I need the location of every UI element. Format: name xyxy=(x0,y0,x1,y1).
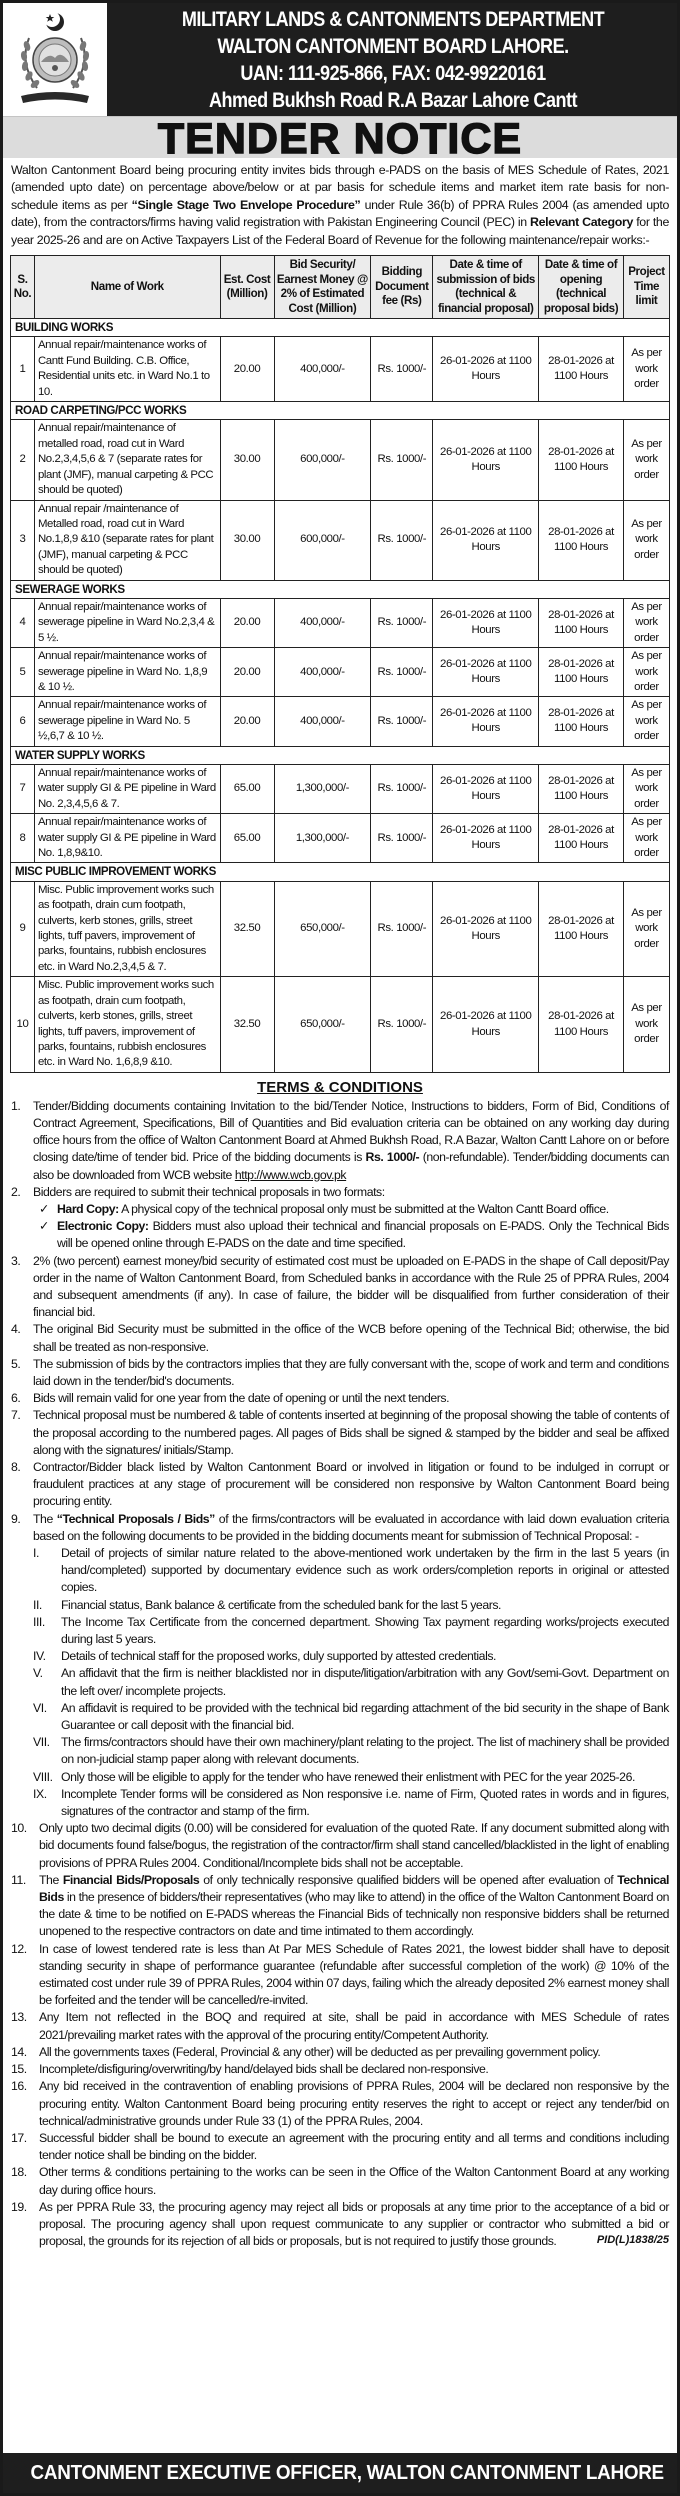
contact-numbers: UAN: 111-925-866, FAX: 042-99220161 xyxy=(240,61,546,85)
table-row xyxy=(11,420,670,500)
logo xyxy=(3,3,109,116)
cell-doc-fee: Rs. 1000/- xyxy=(371,648,433,697)
col-time-limit: Project Time limit xyxy=(623,256,669,319)
table-row xyxy=(11,500,670,580)
terms-heading: TERMS & CONDITIONS xyxy=(257,1078,423,1096)
cell-bid-security: 400,000/- xyxy=(274,697,371,746)
term-5 xyxy=(11,1356,669,1390)
department-name: MILITARY LANDS & CANTONMENTS DEPARTMENT xyxy=(181,7,605,31)
submission-formats-list xyxy=(33,1201,669,1253)
cell-bid-security: 650,000/- xyxy=(274,881,371,976)
term-number: 13. xyxy=(11,2010,27,2025)
cell-name: Annual repair/maintenance works of Cantt Fund Building. C.B. Office, Residential units etc. in Ward No.1 to 10. xyxy=(34,337,220,402)
cell-submission: 26-01-2026 at 1100 Hours xyxy=(433,881,539,976)
board-name: WALTON CANTONMENT BOARD LAHORE. xyxy=(217,34,569,58)
cell-est-cost: 20.00 xyxy=(220,697,274,746)
cell-doc-fee: Rs. 1000/- xyxy=(371,977,433,1072)
cell-est-cost: 32.50 xyxy=(220,881,274,976)
cell-opening: 28-01-2026 at 1100 Hours xyxy=(539,765,624,814)
intro-text: Walton Cantonment Board being procuring entity invites bids through e-PADS on the basis of MES Schedule of Rates, 2021 (amended upto date) on percentage above/below or at par basis for schedule items and market item rate basis for non-schedule items as per xyxy=(11,163,669,212)
term-number: 4. xyxy=(11,1322,21,1337)
cell-sno: 2 xyxy=(11,420,35,500)
section-row xyxy=(11,402,670,420)
evaluation-document-text: An affidavit is required to be provided with the technical bid regarding attachment of the bid security in the shape of Bank Guarantee or call deposit with the financial bid. xyxy=(61,1700,669,1733)
format-text: A physical copy of the technical proposal only must be submitted at the Walton Cantt Board office. xyxy=(118,1201,609,1216)
term-17 xyxy=(11,2130,669,2164)
col-doc-fee: Bidding Document fee (Rs) xyxy=(371,256,433,319)
roman-numeral: II. xyxy=(33,1597,42,1612)
evaluation-document-item xyxy=(33,1648,669,1665)
term-text: As per PPRA Rule 33, the procuring agency may reject all bids or proposals at any time prior to the acceptance of a bid or proposal. The procuring agency shall upon request communicate to any supplier or contractor who submitted a bid or proposal, the grounds for its rejection of all bids or proposals, but is not required to justify those grounds. xyxy=(39,2199,669,2249)
term-number: 14. xyxy=(11,2044,27,2059)
term-text-part: The xyxy=(33,1511,57,1526)
term-text-part: Bidders are required to submit their technical proposals in two formats: xyxy=(33,1184,385,1199)
cell-time-limit: As per work order xyxy=(623,814,669,863)
term-text: The submission of bids by the contractors implies that they are fully conversant with the, scope of work and term and conditions laid down in the tender/bid's documents. xyxy=(33,1356,669,1388)
term-text: Technical proposal must be numbered & table of contents inserted at beginning of the proposal showing the table of contents of the proposal according to the numbered pages. All pages of Bids shall be signed & stamped by the bidder and seal be affixed along with the signatures/ initials/Stamp. xyxy=(33,1408,669,1457)
term-text-part: Tender/Bidding documents containing Invitation to the bid/Tender Notice, Instructions to bidders, Form of Bid, Conditions of Contract Agreement, Specifications, Bill of Quantities and Bid evaluation criteria can be obtained on any working day during office hours from the office of Walton Cantonment Board at Ahmed Bukhsh Road, R.A Bazar, Walton Cantt Lahore on or before closing date/time of tender bid. Price of the bidding documents is xyxy=(33,1098,669,1165)
section-row xyxy=(11,863,670,881)
evaluation-document-text: Details of technical staff for the proposed works, duly supported by attested credentials. xyxy=(61,1649,497,1664)
col-sno: S. No. xyxy=(11,256,35,319)
evaluation-document-text: The firms/contractors should have their own machinery/plant relating to the project. The list of machinery shall be provided on non-judicial stamp paper along with relevant documents. xyxy=(61,1735,669,1767)
roman-numeral: V. xyxy=(33,1666,43,1681)
term-9 xyxy=(11,1511,669,1821)
checkmark-icon: ✓ xyxy=(39,1219,49,1234)
footer-signature-bar xyxy=(3,2453,677,2493)
term-12 xyxy=(11,1941,669,2010)
cell-bid-security: 400,000/- xyxy=(274,648,371,697)
section-title: BUILDING WORKS xyxy=(11,319,670,337)
wcb-website-link[interactable]: http://www.wcb.gov.pk xyxy=(234,1167,347,1182)
cell-est-cost: 20.00 xyxy=(220,598,274,647)
term-text xyxy=(33,1511,669,1821)
term-text xyxy=(33,1184,669,1253)
cell-est-cost: 20.00 xyxy=(220,337,274,402)
header xyxy=(3,3,677,116)
cell-doc-fee: Rs. 1000/- xyxy=(371,500,433,580)
evaluation-document-text: Only those will be eligible to apply for the tender who have renewed their enlistment with PEC for the year 2025-26. xyxy=(61,1769,635,1784)
term-4 xyxy=(11,1321,669,1355)
term-number: 15. xyxy=(11,2062,27,2077)
evaluation-document-item xyxy=(33,1786,669,1820)
table-row xyxy=(11,337,670,402)
cell-opening: 28-01-2026 at 1100 Hours xyxy=(539,881,624,976)
term-3 xyxy=(11,1253,669,1322)
term-text-part: The xyxy=(39,1872,63,1887)
roman-numeral: VII. xyxy=(33,1735,50,1750)
roman-numeral: I. xyxy=(33,1546,39,1560)
cell-sno: 3 xyxy=(11,500,35,580)
evaluation-document-item xyxy=(33,1734,669,1768)
address: Ahmed Bukhsh Road R.A Bazar Lahore Cantt xyxy=(208,88,578,112)
cell-doc-fee: Rs. 1000/- xyxy=(371,420,433,500)
hard-copy-item xyxy=(39,1201,669,1218)
term-7 xyxy=(11,1407,669,1459)
term-13 xyxy=(11,2009,669,2043)
intro-text: for the year 2025-26 and are on Active Taxpayers List of the Federal Board of Revenue for the following maintenance/repair works:- xyxy=(11,215,670,247)
term-number: 7. xyxy=(11,1408,21,1423)
roman-numeral: VIII. xyxy=(33,1769,53,1784)
roman-numeral: IX. xyxy=(33,1786,47,1801)
term-text-part: (non-refundable). Tender/bidding documents can also be downloaded from WCB website xyxy=(33,1150,669,1182)
evaluation-document-item xyxy=(33,1700,669,1734)
works-table-body xyxy=(11,319,670,1073)
term-18 xyxy=(11,2164,669,2198)
term-text: Incomplete/disfiguring/overwriting/by hand/delayed bids shall be declared non-responsive. xyxy=(39,2062,489,2077)
cell-sno: 6 xyxy=(11,697,35,746)
format-text: Bidders must also upload their technical and financial proposals on E-PADS. Only the Technical Bids will be opened online through E-PADS on the date and time specified. xyxy=(57,1219,669,1251)
term-number: 6. xyxy=(11,1391,21,1406)
cell-name: Misc. Public improvement works such as footpath, drain cum footpath, culverts, kerb stones, grills, street lights, tuff pavers, improvement of parks, fountains, rubbish enclosures etc. in Ward No.2,3,4,5 & 7. xyxy=(34,881,220,976)
document-price: Rs. 1000/- xyxy=(365,1150,420,1165)
cell-bid-security: 400,000/- xyxy=(274,598,371,647)
cell-name: Annual repair/maintenance works of water supply GI & PE pipeline in Ward No. 1,8,9&10. xyxy=(34,814,220,863)
cell-name: Annual repair/maintenance works of sewerage pipeline in Ward No.2,3,4 & 5 ½. xyxy=(34,598,220,647)
cell-opening: 28-01-2026 at 1100 Hours xyxy=(539,697,624,746)
government-emblem-icon xyxy=(7,8,103,112)
evaluation-document-item xyxy=(33,1665,669,1699)
cell-opening: 28-01-2026 at 1100 Hours xyxy=(539,648,624,697)
cell-time-limit: As per work order xyxy=(623,977,669,1072)
checkmark-icon: ✓ xyxy=(39,1201,49,1216)
cell-submission: 26-01-2026 at 1100 Hours xyxy=(433,977,539,1072)
term-text: Other terms & conditions pertaining to the works can be seen in the Office of the Walton Cantonment Board at any working day during office hours. xyxy=(39,2165,669,2197)
cell-opening: 28-01-2026 at 1100 Hours xyxy=(539,337,624,402)
term-text: The original Bid Security must be submitted in the office of the WCB before opening of the Technical Bid; otherwise, the bid shall be treated as non-responsive. xyxy=(33,1322,669,1354)
term-number: 17. xyxy=(11,2130,27,2145)
cell-doc-fee: Rs. 1000/- xyxy=(371,765,433,814)
cell-time-limit: As per work order xyxy=(623,697,669,746)
cell-opening: 28-01-2026 at 1100 Hours xyxy=(539,814,624,863)
col-est-cost: Est. Cost (Million) xyxy=(220,256,274,319)
cell-submission: 26-01-2026 at 1100 Hours xyxy=(433,420,539,500)
table-row xyxy=(11,977,670,1072)
intro-procedure: “Single Stage Two Envelope Procedure” xyxy=(131,197,361,212)
cell-opening: 28-01-2026 at 1100 Hours xyxy=(539,598,624,647)
roman-numeral: III. xyxy=(33,1614,45,1629)
term-text: Bids will remain valid for one year from the date of opening or until the next tenders. xyxy=(33,1391,450,1406)
term-text-part: in the presence of bidders/their representatives (who may like to attend) in the office of the Walton Cantonment Board on the date & time to be notified on E-PADS whereas the Financial Bids of technically non responsive bidders shall be returned unopened to the respective contractors on date and time intimated to them accordingly. xyxy=(39,1890,669,1939)
cell-submission: 26-01-2026 at 1100 Hours xyxy=(433,337,539,402)
cell-time-limit: As per work order xyxy=(623,337,669,402)
evaluation-document-text: Financial status, Bank balance & certificate from the scheduled bank for the last 5 years. xyxy=(61,1597,502,1612)
term-text: Successful bidder shall be bound to execute an agreement with the procuring entity and all terms and conditions including tender notice shall be binding on the bidder. xyxy=(39,2130,669,2163)
table-row xyxy=(11,765,670,814)
cell-submission: 26-01-2026 at 1100 Hours xyxy=(433,648,539,697)
cell-doc-fee: Rs. 1000/- xyxy=(371,337,433,402)
cell-name: Annual repair/maintenance works of sewerage pipeline in Ward No. 5 ½,6,7 & 10 ½. xyxy=(34,697,220,746)
intro-paragraph xyxy=(3,158,677,251)
cell-bid-security: 1,300,000/- xyxy=(274,765,371,814)
electronic-copy-item xyxy=(39,1218,669,1252)
intro-category: Relevant Category xyxy=(530,215,634,230)
term-text xyxy=(39,1872,669,1941)
evaluation-documents-list xyxy=(33,1545,669,1820)
evaluation-document-text: An affidavit that the firm is neither blacklisted nor in dispute/litigation/arbitration with any Govt/semi-Govt. Department on the left over/ incomplete projects. xyxy=(61,1666,669,1698)
cell-doc-fee: Rs. 1000/- xyxy=(371,814,433,863)
term-text: In case of lowest tendered rate is less than At Par MES Schedule of Rates 2021, the lowest bidder shall have to deposit standing security in shape of performance guarantee (refundable after successful completion of the work) @ 10% of the estimated cost under rule 39 of PPRA Rules, 2004 within 07 days, failing which the already deposited 2% earnest money shall be forfeited and the tender will be cancelled/re-invited. xyxy=(39,1941,669,2008)
col-opening: Date & time of opening (technical proposal bids) xyxy=(539,256,624,319)
cell-est-cost: 65.00 xyxy=(220,765,274,814)
term-1 xyxy=(11,1098,669,1184)
term-number: 8. xyxy=(11,1459,21,1474)
technical-bids-label: Technical Bids xyxy=(39,1872,670,1905)
intro-text: under Rule 36(b) of PPRA Rules 2004 (as amended upto date), from the contractors/firms having valid registration with Pakistan Engineering Council (PEC) in xyxy=(11,197,669,230)
evaluation-document-text: Incomplete Tender forms will be considered as Non responsive i.e. name of Firm, Quoted rates in words and in figures, signatures of the contractor and stamp of the firm. xyxy=(61,1786,669,1819)
roman-numeral: VI. xyxy=(33,1700,47,1715)
issuing-officer: CANTONMENT EXECUTIVE OFFICER, WALTON CANTONMENT LAHORE xyxy=(30,2461,664,2484)
col-name: Name of Work xyxy=(34,256,220,319)
cell-sno: 7 xyxy=(11,765,35,814)
cell-bid-security: 650,000/- xyxy=(274,977,371,1072)
works-table-wrapper xyxy=(3,251,677,1073)
cell-time-limit: As per work order xyxy=(623,881,669,976)
evaluation-document-item xyxy=(33,1614,669,1648)
cell-time-limit: As per work order xyxy=(623,765,669,814)
section-row xyxy=(11,580,670,598)
table-row xyxy=(11,598,670,647)
term-number: 11. xyxy=(11,1872,26,1887)
term-text: Contractor/Bidder black listed by Walton Cantonment Board or involved in litigation or found to be indulged in corrupt or fraudulent practices at any stage of procurement will be considered non responsive by Walton Cantonment Board being procuring entity. xyxy=(33,1459,669,1509)
cell-est-cost: 65.00 xyxy=(220,814,274,863)
cell-submission: 26-01-2026 at 1100 Hours xyxy=(433,697,539,746)
section-title: ROAD CARPETING/PCC WORKS xyxy=(11,402,670,420)
col-submission: Date & time of submission of bids (technical & financial proposal) xyxy=(433,256,539,319)
cell-est-cost: 30.00 xyxy=(220,500,274,580)
roman-numeral: IV. xyxy=(33,1649,46,1664)
cell-submission: 26-01-2026 at 1100 Hours xyxy=(433,598,539,647)
financial-bids-label: Financial Bids/Proposals xyxy=(62,1872,200,1887)
term-text-part: of the firms/contractors will be evaluated in accordance with laid down evaluation criteria based on the following documents to be provided in the bidding documents meant for submission of Technical Proposal: - xyxy=(33,1511,670,1543)
cell-opening: 28-01-2026 at 1100 Hours xyxy=(539,420,624,500)
cell-submission: 26-01-2026 at 1100 Hours xyxy=(433,765,539,814)
cell-bid-security: 600,000/- xyxy=(274,420,371,500)
notice-title: TENDER NOTICE xyxy=(157,116,523,158)
term-number: 3. xyxy=(11,1253,21,1268)
cell-sno: 10 xyxy=(11,977,35,1072)
cell-opening: 28-01-2026 at 1100 Hours xyxy=(539,500,624,580)
publication-id: PID(L)1838/25 xyxy=(596,2234,669,2247)
term-number: 9. xyxy=(11,1511,21,1526)
cell-sno: 9 xyxy=(11,881,35,976)
evaluation-document-item xyxy=(33,1769,669,1786)
term-14 xyxy=(11,2044,669,2061)
works-table xyxy=(10,255,670,1073)
section-title: MISC PUBLIC IMPROVEMENT WORKS xyxy=(11,863,670,881)
technical-proposals-label: “Technical Proposals / Bids” xyxy=(56,1511,215,1526)
term-number: 19. xyxy=(11,2199,27,2214)
cell-opening: 28-01-2026 at 1100 Hours xyxy=(539,977,624,1072)
term-19 xyxy=(11,2199,669,2251)
cell-name: Annual repair/maintenance works of sewerage pipeline in Ward No. 1,8,9 & 10 ½. xyxy=(34,648,220,697)
evaluation-document-item xyxy=(33,1597,669,1614)
cell-time-limit: As per work order xyxy=(623,500,669,580)
cell-sno: 8 xyxy=(11,814,35,863)
notice-title-bar xyxy=(3,116,677,158)
cell-doc-fee: Rs. 1000/- xyxy=(371,697,433,746)
section-row xyxy=(11,319,670,337)
cell-time-limit: As per work order xyxy=(623,420,669,500)
term-number: 2. xyxy=(11,1184,21,1199)
term-text: 2% (two percent) earnest money/bid security of estimated cost must be uploaded on E-PADS in the shape of Call deposit/Pay order in the name of Walton Cantonment Board, from Scheduled banks in accordance with the Rule 25 of PPRA Rules, 2004 and subsequent amendments (if any). In case of failure, the bidder will be disqualified from further consideration of their financial bid. xyxy=(33,1253,669,1320)
term-number: 10. xyxy=(11,1821,27,1836)
cell-est-cost: 30.00 xyxy=(220,420,274,500)
table-row xyxy=(11,697,670,746)
col-bid-security: Bid Security/ Earnest Money @ 2% of Estimated Cost (Million) xyxy=(274,256,371,319)
cell-est-cost: 20.00 xyxy=(220,648,274,697)
table-row xyxy=(11,814,670,863)
cell-submission: 26-01-2026 at 1100 Hours xyxy=(433,814,539,863)
cell-sno: 1 xyxy=(11,337,35,402)
term-text xyxy=(33,1098,669,1184)
cell-name: Annual repair /maintenance of Metalled road, road cut in Ward No.1,8,9 &10 (separate rates for plant (JMF), manual carpeting & PCC should be quoted) xyxy=(34,500,220,580)
term-16 xyxy=(11,2078,669,2130)
cell-time-limit: As per work order xyxy=(623,648,669,697)
section-title: WATER SUPPLY WORKS xyxy=(11,746,670,764)
term-text: All the governments taxes (Federal, Provincial & any other) will be deducted as per prevailing government policy. xyxy=(39,2044,601,2059)
term-number: 16. xyxy=(11,2079,27,2094)
term-text: Any bid received in the contravention of enabling provisions of PPRA Rules, 2004 will be declared non responsive by the procuring entity. Walton Cantonment Board being procuring entity reserves the right to accept or reject any tender/bid on technical/administrative grounds under Rule 33 (1) of the PPRA Rules, 2004. xyxy=(39,2079,669,2128)
header-text-block xyxy=(109,3,677,116)
cell-bid-security: 600,000/- xyxy=(274,500,371,580)
cell-est-cost: 32.50 xyxy=(220,977,274,1072)
table-row xyxy=(11,881,670,976)
section-row xyxy=(11,746,670,764)
evaluation-document-text: Detail of projects of similar nature related to the above-mentioned work undertaken by the firm in the last 5 years (in hand/completed) supported by documentary evidence such as work orders/completion reports in original or attested copies. xyxy=(61,1546,669,1595)
term-8 xyxy=(11,1459,669,1511)
term-15 xyxy=(11,2061,669,2078)
cell-time-limit: As per work order xyxy=(623,598,669,647)
table-header-row xyxy=(11,256,670,319)
cell-name: Misc. Public improvement works such as footpath, drain cum footpath, culverts, kerb stones, grills, street lights, tuff pavers, improvement of parks, fountains, rubbish enclosures etc. in Ward No. 1,6,8,9 &10. xyxy=(34,977,220,1072)
term-number: 18. xyxy=(11,2165,27,2180)
cell-name: Annual repair/maintenance works of water supply GI & PE pipeline in Ward No. 2,3,4,5,6 & 7. xyxy=(34,765,220,814)
evaluation-document-text: The Income Tax Certificate from the concerned department. Showing Tax payment regarding works/projects executed during last 5 years. xyxy=(61,1614,669,1647)
format-label: Hard Copy: xyxy=(57,1201,119,1216)
term-number: 1. xyxy=(11,1098,21,1113)
cell-sno: 4 xyxy=(11,598,35,647)
cell-bid-security: 1,300,000/- xyxy=(274,814,371,863)
term-text: Any Item not reflected in the BOQ and required at site, shall be paid in accordance with MES Schedule of rates 2021/prevailing market rates with the approval of the procuring entity/Competent Authority. xyxy=(39,2010,669,2042)
table-row xyxy=(11,648,670,697)
cell-sno: 5 xyxy=(11,648,35,697)
cell-submission: 26-01-2026 at 1100 Hours xyxy=(433,500,539,580)
term-text: Only upto two decimal digits (0.00) will be considered for evaluation of the quoted Rate. If any document submitted along with bid documents found false/bogus, the registration of the contractor/firm shall stand cancelled/blacklisted in the light of enabling provisions of PPRA Rules 2004. Conditional/Incomplete bids shall not be acceptable. xyxy=(39,1821,669,1870)
cell-name: Annual repair/maintenance of metalled road, road cut in Ward No.2,3,4,5,6 & 7 (separate rates for plant (JMF), manual carpeting & PCC should be quoted) xyxy=(34,420,220,500)
term-6 xyxy=(11,1390,669,1407)
term-text-part: of only technically responsive qualified bidders will be opened after evaluation of xyxy=(199,1872,618,1887)
format-label: Electronic Copy: xyxy=(57,1219,149,1234)
terms-list xyxy=(3,1096,677,2251)
term-2 xyxy=(11,1184,669,1253)
section-title: SEWERAGE WORKS xyxy=(11,580,670,598)
evaluation-document-item xyxy=(33,1545,669,1597)
term-number: 5. xyxy=(11,1356,21,1371)
term-10 xyxy=(11,1820,669,1872)
cell-doc-fee: Rs. 1000/- xyxy=(371,598,433,647)
cell-doc-fee: Rs. 1000/- xyxy=(371,881,433,976)
term-number: 12. xyxy=(11,1941,27,1956)
term-11 xyxy=(11,1872,669,1941)
cell-bid-security: 400,000/- xyxy=(274,337,371,402)
